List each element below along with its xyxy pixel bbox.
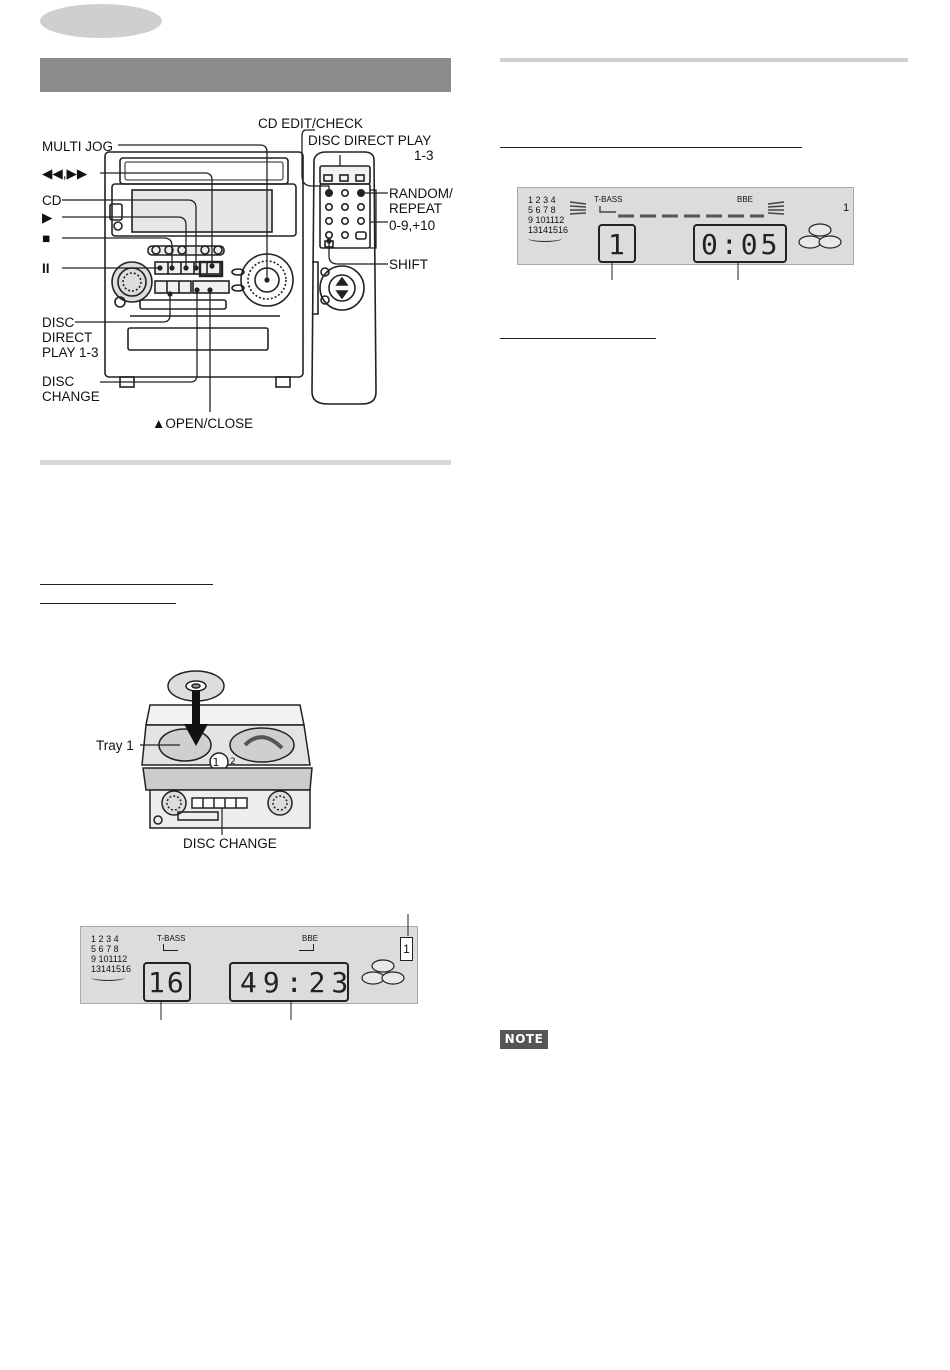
label-shift: SHIFT [389,257,428,272]
left-section-rule [40,460,451,465]
label-disc-direct-play-line3: PLAY 1-3 [42,345,99,360]
label-random-repeat-line2: REPEAT [389,201,443,216]
label-disc-direct-play-line2: DIRECT [42,330,93,345]
elapsed-time: 49:23 [240,966,355,999]
label-disc-direct-play-remote-line2: 1-3 [414,148,434,163]
label-numbers: 0-9,+10 [389,218,436,233]
disc-indicator: 1 [403,942,410,956]
disc-number-grid: 1 2 3 4 5 6 7 8 9 101112 13141516 [528,195,568,242]
label-cd-edit-check: CD EDIT/CHECK [258,116,364,131]
label-tray-1: Tray 1 [96,738,134,753]
svg-text:2: 2 [230,757,236,767]
label-disc-change-line1: DISC [42,374,75,389]
header-tab-oval [40,4,162,38]
label-disc-change-fig2: DISC CHANGE [183,836,277,851]
label-disc-direct-play-remote-line1: DISC DIRECT PLAY [308,133,432,148]
label-disc-change-line2: CHANGE [42,389,100,404]
label-stop: ■ [42,231,51,246]
tbass-indicator: T-BASS [594,195,623,204]
left-subheading-underline-2 [40,603,176,604]
lcd-display-2 [517,187,854,265]
section-title-bar [40,58,451,92]
right-column-rule [500,58,908,62]
level-meter-bars [566,198,788,222]
bbe-indicator: BBE [302,934,319,943]
label-play: ▶ [42,210,53,225]
disc-indicator: 1 [843,202,850,214]
time-box [693,224,787,263]
note-badge: NOTE [500,1030,548,1049]
left-subheading-underline-1 [40,584,213,585]
label-disc-direct-play-line1: DISC [42,315,75,330]
label-open-close: ▲OPEN/CLOSE [152,416,254,431]
disc-loading-illustration [140,660,320,835]
stereo-and-remote-illustration [40,110,460,440]
bbe-indicator: BBE [737,195,754,204]
track-number: 16 [148,966,186,999]
right-subheading-underline [500,338,656,339]
display-1-callouts [150,912,420,1022]
display-2-callouts [600,262,750,282]
label-cd: CD [42,193,62,208]
svg-text:1: 1 [212,756,220,769]
label-random-repeat-line1: RANDOM/ [389,186,453,201]
label-pause: II [42,261,50,276]
disc-carousel-icon [798,216,842,260]
label-skip: ◀◀,▶▶ [42,166,88,181]
track-number-box [598,224,636,263]
track-number: 1 [608,228,627,261]
right-heading-underline [500,147,802,148]
tbass-indicator: T-BASS [157,934,186,943]
disc-number-grid: 1 2 3 4 5 6 7 8 9 101112 13141516 [91,934,131,981]
label-multi-jog: MULTI JOG [42,139,114,154]
elapsed-time: 0:05 [701,228,781,261]
